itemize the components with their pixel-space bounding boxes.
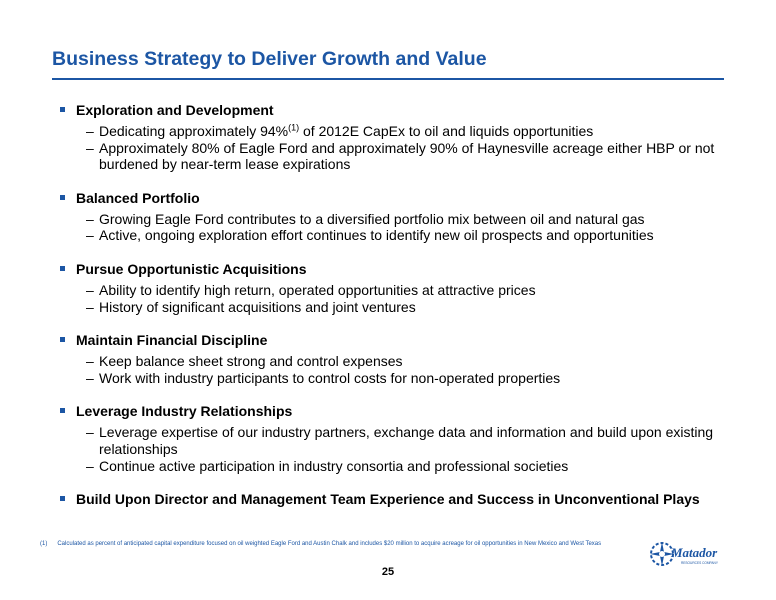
section-heading: Maintain Financial Discipline xyxy=(56,332,716,349)
dash-icon: – xyxy=(86,457,94,474)
section-experience xyxy=(56,491,716,508)
sub-bullet: – Dedicating approximately 94%$^{(1)}$ of 2012E CapEx to oil and liquids opportunities xyxy=(86,122,594,139)
footnote-text: Calculated as percent of anticipated capital expenditure focused on oil weighted Eagle Ford and Austin Chalk and includes $20 million to acquire acreage for oil opportunities in New Mexico and West Texas xyxy=(57,541,602,547)
dash-icon: – xyxy=(86,353,94,370)
sub-bullet: – Active, ongoing exploration effort continues to identify new oil prospects and opportunities xyxy=(86,227,654,244)
section-financial xyxy=(56,332,716,386)
logo-wordmark: Matador xyxy=(671,545,718,560)
sub-bullet: – Leverage expertise of our industry partners, exchange data and information and build upon existing relationships xyxy=(86,424,714,457)
section-heading: Balanced Portfolio xyxy=(56,190,716,207)
sub-bullet: – Work with industry participants to control costs for non-operated properties xyxy=(86,369,561,386)
title-divider xyxy=(52,78,724,80)
page-number: 25 xyxy=(381,566,395,578)
dash-icon: – xyxy=(86,369,94,386)
dash-icon: – xyxy=(86,139,94,156)
square-bullet-icon xyxy=(60,107,65,112)
dash-icon: – xyxy=(86,227,94,244)
section-portfolio xyxy=(56,190,716,244)
matador-logo xyxy=(648,536,718,572)
dash-icon: – xyxy=(86,281,94,298)
sub-bullet: – Ability to identify high return, operated opportunities at attractive prices xyxy=(86,281,536,298)
section-acquisitions xyxy=(56,261,716,315)
bullet-list xyxy=(56,102,716,525)
sub-bullet: – Keep balance sheet strong and control expenses xyxy=(86,353,403,370)
dash-icon: – xyxy=(86,123,94,139)
square-bullet-icon xyxy=(60,496,65,501)
dash-icon: – xyxy=(86,424,94,441)
logo-tagline: RESOURCES COMPANY xyxy=(681,561,718,565)
footnote-marker: (1) xyxy=(40,541,48,547)
sub-bullet: – Continue active participation in industry consortia and professional societies xyxy=(86,457,569,474)
square-bullet-icon xyxy=(60,337,65,342)
section-heading: Build Upon Director and Management Team Experience and Success in Unconventional Plays xyxy=(56,491,716,508)
page-title: Business Strategy to Deliver Growth and Value xyxy=(52,48,487,70)
section-heading: Pursue Opportunistic Acquisitions xyxy=(56,261,716,278)
section-heading: Exploration and Development xyxy=(56,102,716,119)
section-exploration xyxy=(56,102,716,173)
dash-icon: – xyxy=(86,210,94,227)
sub-bullet: – Growing Eagle Ford contributes to a diversified portfolio mix between oil and natural gas xyxy=(86,210,645,227)
sub-bullet: – Approximately 80% of Eagle Ford and approximately 90% of Haynesville acreage either HBP or not burdened by near-term lease expirations xyxy=(86,139,715,173)
square-bullet-icon xyxy=(60,408,65,413)
sub-bullet: – History of significant acquisitions and joint ventures xyxy=(86,298,416,315)
footnote xyxy=(40,541,601,547)
section-heading: Leverage Industry Relationships xyxy=(56,403,716,420)
square-bullet-icon xyxy=(60,195,65,200)
dash-icon: – xyxy=(86,298,94,315)
square-bullet-icon xyxy=(60,266,65,271)
section-relationships xyxy=(56,403,716,474)
